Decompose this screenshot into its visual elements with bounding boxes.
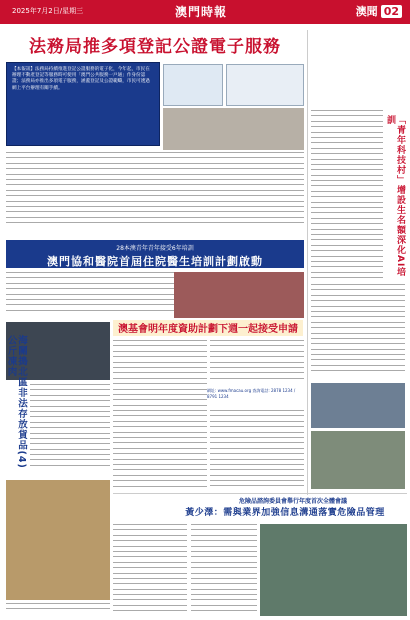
story1-photo-counter [163, 108, 304, 150]
story6-body-text-1 [113, 524, 187, 616]
top-bar [0, 0, 410, 24]
story4-photo-frozen-meat [6, 480, 110, 600]
story6-body-text-2 [191, 524, 257, 616]
story1-summary: 【本報訊】法務局持續推進登記公證服務的電子化，今年起，市民在辦理不動產登記等服務時可使用「澳門公共服務一戶通」作身份認證；法務局亦推出多項電子服務，涵蓋登記及公證範疇，市民可透過網上平台辦理有關手續。 [6, 62, 160, 146]
story1-headline: 法務局推多項登記公證電子服務 [29, 37, 281, 57]
story2-headline: 澳門協和醫院首屆住院醫生培訓計劃啟動 [47, 255, 263, 268]
story6-headline: 黃少澤：需與業界加強信息溝通落實危險品管理 [185, 508, 385, 518]
story6-photo-meeting [260, 524, 407, 616]
story5-photo-1 [311, 383, 405, 428]
right-col-text-1 [311, 110, 383, 280]
section-name: 澳聞 [355, 5, 378, 18]
story4-vertical-headline: 海關搗北區非法存放貨品(4)公斤凍肉 [5, 335, 27, 469]
story4-body-text [30, 384, 110, 476]
story5-photo-2 [311, 431, 405, 489]
story3-body-text [113, 340, 207, 490]
story2-headline-box [6, 240, 304, 268]
issue-date: 2025年7月2日/星期三 [12, 7, 84, 15]
divider-vertical [307, 30, 308, 495]
story1-body-text [6, 152, 304, 236]
story3-website-line: 網址: www.fmacau.org 查詢電話: 2878 1234 / 8791 1234 [207, 388, 296, 399]
story3-body-text-3 [210, 410, 304, 490]
story2-photo-ceremony [174, 272, 304, 318]
section-label [356, 3, 402, 19]
story5-vertical-headline: 「青年科技村」增設生名額深化AI培訓 [385, 115, 405, 278]
right-col-text-2 [311, 284, 405, 379]
story1-photo-screenshot [163, 64, 223, 106]
divider-horizontal [113, 493, 407, 494]
story3-headline: 澳基會明年度資助計劃下週一起接受申請 [113, 320, 303, 336]
story6-kicker: 危險品諮詢委員會舉行年度首次全體會議 [238, 498, 347, 505]
story1-photo-screen2 [226, 64, 304, 106]
story4-photo-caption [6, 603, 110, 617]
page-number: 02 [381, 5, 402, 18]
story3-body-text-2 [210, 340, 304, 384]
newspaper-logo: 澳門時報 [175, 5, 228, 19]
story2-kicker: 28本澳青年青年接受6年培訓 [116, 245, 194, 252]
